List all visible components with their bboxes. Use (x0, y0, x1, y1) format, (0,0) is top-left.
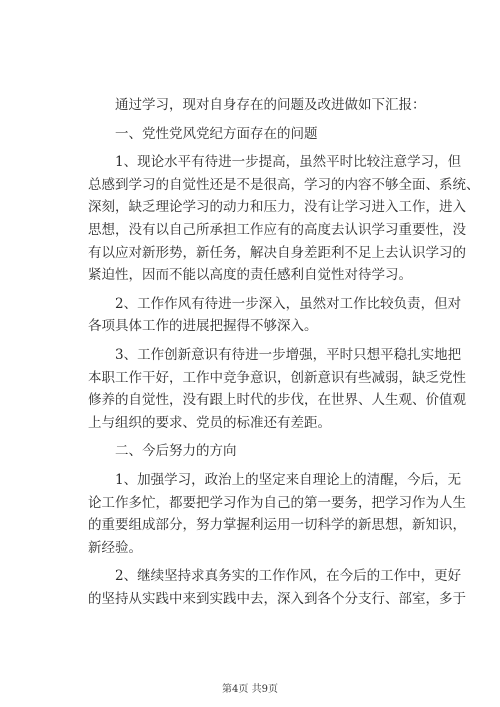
text-line: 思想，没有以自己所承担工作应有的高度去认识学习重要性，没 (88, 221, 466, 238)
text-line: 的坚持从实践中来到实践中去，深入到各个分支行、部室，多于 (88, 590, 466, 607)
paragraph-direction-2 (88, 565, 466, 610)
paragraph-problem-2 (88, 293, 462, 338)
text-line: 2、工作作风有待进一步深入，虽然对工作比较负责，但对 (115, 295, 462, 312)
text-line: 有以应对新形势，新任务，解决自身差距利不足上去认识学习的 (88, 244, 466, 261)
text-line: 深刻，缺乏理论学习的动力和压力，没有让学习进入工作，进入 (88, 199, 466, 216)
text-line: 论工作多忙，都要把学习作为自己的第一要务，把学习作为人生 (88, 494, 466, 511)
page-footer (0, 680, 500, 695)
page-number-label: 第4页 共9页 (222, 684, 278, 695)
text-line: 修养的自觉性，没有跟上时代的步伐，在世界、人生观、价值观 (88, 392, 466, 409)
paragraph-problem-3 (88, 344, 466, 434)
text-line: 二、今后努力的方向 (115, 443, 237, 460)
text-line: 各项具体工作的进展把握得不够深入。 (88, 318, 318, 335)
text-line: 1、加强学习，政治上的坚定来自理论上的清醒，今后，无 (115, 471, 462, 488)
text-line: 2、继续坚持求真务实的工作作风，在今后的工作中，更好 (115, 568, 462, 585)
text-line: 的重要组成部分，努力掌握利运用一切科学的新思想，新知识， (88, 517, 466, 534)
text-line: 通过学习，现对自身存在的问题及改进做如下汇报： (115, 97, 426, 113)
text-line: 上与组织的要求、党员的标准还有差距。 (88, 414, 331, 431)
text-line: 新经验。 (88, 539, 142, 556)
text-line: 总感到学习的自觉性还是不是很高，学习的内容不够全面、系统、 (88, 176, 480, 193)
text-line: 3、工作创新意识有待进一步增强，平时只想平稳扎实地把 (115, 346, 462, 363)
text-line: 一、党性党风党纪方面存在的问题 (115, 125, 318, 142)
section-heading-direction (88, 440, 426, 463)
paragraph-problem-1 (88, 151, 480, 287)
paragraph-intro (88, 94, 426, 117)
text-line: 本职工作干好，工作中竞争意识，创新意识有些减弱，缺乏党性 (88, 369, 466, 386)
document-body (88, 94, 480, 610)
paragraph-direction-1 (88, 469, 466, 559)
section-heading-problems (88, 123, 426, 146)
text-line: 1、现论水平有待进一步提高，虽然平时比较注意学习，但 (115, 154, 462, 171)
text-line: 紧迫性，因而不能以高度的责任感利自觉性对待学习。 (88, 267, 412, 284)
